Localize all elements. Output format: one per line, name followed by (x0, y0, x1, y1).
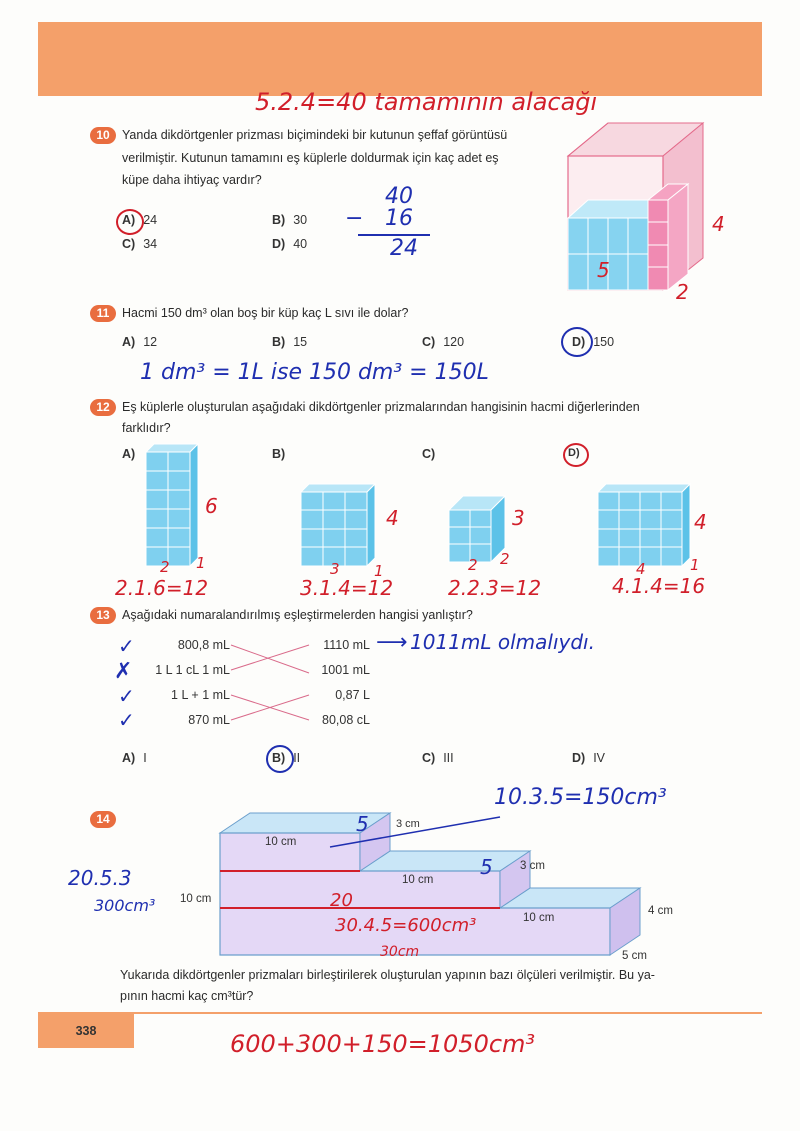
prism-a (140, 440, 210, 570)
q14-step2: 3 cm (520, 860, 545, 872)
q14-hand-mid: 5 (480, 855, 493, 879)
q12-c-width: 2 (468, 556, 478, 574)
q13-option-d[interactable]: D) IV (572, 751, 606, 765)
prism-d (592, 478, 692, 573)
q11-option-d[interactable]: D) 150 (572, 335, 615, 349)
q10-option-c[interactable]: C) 34 (122, 237, 158, 251)
q12-d-width: 4 (636, 560, 646, 578)
q13-option-c[interactable]: C) III (422, 751, 454, 765)
q12-option-b-letter[interactable]: B) (272, 447, 286, 461)
q12-option-c-letter[interactable]: C) (422, 447, 436, 461)
q12-b-depth: 1 (374, 562, 384, 580)
prism-b (295, 478, 385, 573)
q12-option-d-letter[interactable]: D) (568, 447, 580, 459)
q11-annotation: 1 dm³ = 1L ise 150 dm³ = 150L (140, 360, 489, 385)
q10-work-minus: − (345, 206, 364, 231)
q11-option-a[interactable]: A) 12 (122, 335, 158, 349)
matching-lines (225, 640, 325, 725)
q12-c-depth: 2 (500, 550, 510, 568)
q12-d-calc: 4.1.4=16 (612, 574, 706, 598)
final-annotation: 600+300+150=1050cm³ (230, 1030, 536, 1058)
q13-arrow-icon: ⟶ (376, 630, 408, 655)
q13-annotation: 1011mL olmalıydı. (410, 630, 595, 654)
q13-row-3-left: 1 L + 1 mL (171, 688, 230, 702)
question-number-12: 12 (90, 399, 116, 416)
q14-annotation-top: 10.3.5=150cm³ (494, 785, 667, 810)
question-number-11: 11 (90, 305, 116, 322)
q10-option-d[interactable]: D) 40 (272, 237, 308, 251)
q11-option-c[interactable]: C) 120 (422, 335, 465, 349)
q12-c-calc: 2.2.3=12 (448, 576, 542, 600)
q10-width-label: 5 (597, 258, 610, 282)
q12-b-height: 4 (386, 506, 399, 530)
q14-right-height: 4 cm (648, 905, 673, 917)
cross-mark-icon: ✗ (114, 659, 133, 684)
q11-text: Hacmi 150 dm³ olan boş bir küp kaç L sıvı ile dolar? (122, 306, 409, 320)
q12-b-width: 3 (330, 560, 340, 578)
q14-annotation-left-2: 300cm³ (94, 896, 156, 915)
q10-work-sub: 16 (385, 206, 413, 231)
q14-left-height: 10 cm (180, 893, 212, 905)
q12-b-calc: 3.1.4=12 (300, 576, 394, 600)
q13-option-b[interactable]: B) II (272, 751, 301, 765)
q12-a-depth: 1 (196, 554, 206, 572)
q10-text-2: verilmiştir. Kutunun tamamını eş küplerle doldurmak için kaç adet eş (122, 151, 499, 165)
q13-row-4-left: 870 mL (188, 713, 230, 727)
q10-depth-label: 2 (676, 280, 689, 304)
q12-text-1: Eş küplerle oluşturulan aşağıdaki dikdörtgenler prizmalarından hangisinin hacmi diğerlerinden (122, 400, 640, 414)
q12-a-width: 2 (160, 558, 170, 576)
q10-option-b[interactable]: B) 30 (272, 213, 308, 227)
q12-c-height: 3 (512, 506, 525, 530)
q12-option-a-letter[interactable]: A) (122, 447, 136, 461)
q13-option-a[interactable]: A) I (122, 751, 147, 765)
q14-bot-length: 10 cm (523, 912, 555, 924)
q10-work-result: 24 (390, 236, 418, 261)
question-number-10: 10 (90, 127, 116, 144)
q14-depth: 5 cm (622, 950, 647, 962)
q12-text-2: farklıdır? (122, 421, 171, 435)
check-mark-icon: ✓ (118, 634, 135, 658)
q14-text-1: Yukarıda dikdörtgenler prizmaları birleştirilerek oluşturulan yapının bazı ölçüleri verilmiştir. Bu ya- (120, 968, 655, 982)
header-band (38, 22, 762, 96)
q14-hand-20: 20 (330, 890, 353, 911)
q10-option-a[interactable]: A) 24 (122, 213, 158, 227)
q11-option-b[interactable]: B) 15 (272, 335, 308, 349)
q12-d-depth: 1 (690, 556, 700, 574)
transparent-box-figure (560, 118, 760, 308)
q10-text-1: Yanda dikdörtgenler prizması biçimindeki bir kutunun şeffaf görüntüsü (122, 128, 508, 142)
q14-annotation-mid-2: 30cm (380, 944, 420, 960)
q10-work-top: 40 (385, 184, 413, 209)
q14-hand-top: 5 (356, 812, 369, 836)
q12-d-height: 4 (694, 510, 707, 534)
check-mark-icon: ✓ (118, 708, 135, 732)
q13-row-1-left: 800,8 mL (177, 638, 230, 652)
q13-row-3-right: 0,87 L (335, 688, 370, 702)
q12-a-height: 6 (205, 494, 218, 518)
check-mark-icon: ✓ (118, 684, 135, 708)
question-number-14: 14 (90, 811, 116, 828)
q14-top-length: 10 cm (265, 836, 297, 848)
q14-annotation-mid-1: 30.4.5=600cm³ (335, 915, 477, 936)
stepped-prism-figure (215, 805, 665, 965)
q13-row-4-right: 80,08 cL (322, 713, 370, 727)
q14-mid-length: 10 cm (402, 874, 434, 886)
q13-text: Aşağıdaki numaralandırılmış eşleştirmelerden hangisi yanlıştır? (122, 608, 473, 622)
q14-step1: 3 cm (396, 818, 420, 830)
header-annotation: 5.2.4=40 tamamının alacağı (255, 88, 598, 116)
q10-height-label: 4 (712, 212, 725, 236)
question-number-13: 13 (90, 607, 116, 624)
q13-row-2-left: 1 L 1 cL 1 mL (155, 663, 230, 677)
page-number: 338 (38, 1012, 134, 1048)
q10-text-3: küpe daha ihtiyaç vardır? (122, 173, 262, 187)
q14-annotation-left-1: 20.5.3 (68, 866, 132, 890)
q13-row-1-right: 1110 mL (323, 638, 370, 652)
q12-a-calc: 2.1.6=12 (115, 576, 209, 600)
q14-text-2: pının hacmi kaç cm³tür? (120, 989, 254, 1003)
footer-band (38, 1012, 762, 1014)
q13-row-2-right: 1001 mL (321, 663, 370, 677)
